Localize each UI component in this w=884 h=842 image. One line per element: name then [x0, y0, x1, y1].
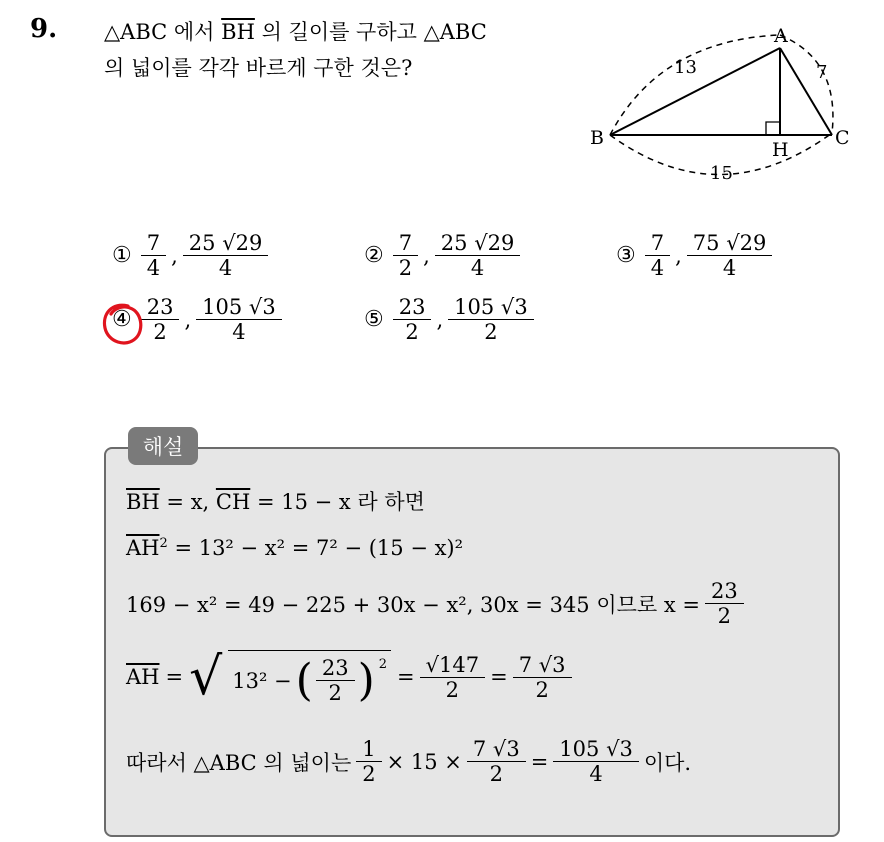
question-line-2: 의 넓이를 각각 바르게 구한 것은? — [104, 56, 413, 80]
solution-line-2: $\overline{AH}^2 = 13^2 - x^2 = 7^2 - (15 - x)^2$ — [126, 536, 464, 560]
answer-circle-mark — [100, 300, 146, 350]
question-text-a: △ABC 에서 — [104, 20, 222, 44]
label-15: 15 — [710, 163, 733, 184]
choice-number: ④ — [112, 307, 132, 333]
solution-line-5: 따라서 △ABC 의 넓이는 $\frac{1}{2}$ × 15 × $\frac{7 √3}{2}$ = $\frac{105 √3}{4}$ 이다. — [126, 737, 692, 787]
question-number: 9. — [30, 14, 58, 44]
solution-tag: 해설 — [128, 427, 198, 465]
right-angle-mark — [766, 122, 780, 135]
choice-number: ① — [112, 243, 132, 269]
choice-4[interactable]: ④ $\frac{23}{2}$ , $\frac{105 √3}{4}$ — [112, 296, 281, 343]
question-line-1 — [104, 16, 487, 46]
choice-number: ③ — [616, 243, 636, 269]
choice-bh-fraction: $\frac{23}{2}$ — [396, 296, 429, 343]
arc-ac — [780, 35, 833, 133]
choice-2[interactable]: ② $\frac{7}{2}$ , $\frac{25 √29}{4}$ — [364, 232, 519, 279]
choice-5[interactable]: ⑤ $\frac{23}{2}$ , $\frac{105 √3}{2}$ — [364, 296, 533, 343]
choice-1[interactable]: ① $\frac{7}{4}$ , $\frac{25 √29}{4}$ — [112, 232, 267, 279]
label-13: 13 — [674, 57, 697, 78]
solution-line-1: $\overline{BH} = x$, $\overline{CH} = 15 - x$ 라 하면 — [126, 490, 425, 514]
choice-bh-fraction: $\frac{7}{2}$ — [396, 232, 415, 279]
choice-3[interactable]: ③ $\frac{7}{4}$ , $\frac{75 √29}{4}$ — [616, 232, 771, 279]
segment-bh: $\overline{BH}$ — [221, 20, 255, 44]
solution-line-3: 169 − x² = 49 − 225 + 30x − x², 30x = 345 이므로 x = $\frac{23}{2}$ — [126, 580, 743, 627]
choice-number: ② — [364, 243, 384, 269]
label-h: H — [772, 139, 789, 161]
choice-bh-fraction: $\frac{23}{2}$ — [144, 296, 177, 343]
choice-area-fraction: $\frac{25 √29}{4}$ — [438, 232, 518, 279]
choice-bh-fraction: $\frac{7}{4}$ — [648, 232, 667, 279]
choice-bh-fraction: $\frac{7}{4}$ — [144, 232, 163, 279]
label-b: B — [590, 127, 604, 149]
choice-area-fraction: $\frac{105 √3}{4}$ — [199, 296, 279, 343]
label-c: C — [835, 127, 850, 149]
label-7: 7 — [816, 62, 828, 83]
label-a: A — [774, 25, 788, 47]
solution-line-4: $\overline{AH}$ = √ 13² − ( $\frac{23}{2}$ ) $^2$ = $\frac{√147}{2}$ = $\frac{7 √3}{2}$ — [126, 650, 571, 704]
choice-number: ⑤ — [364, 307, 384, 333]
question-text-b: 의 길이를 구하고 △ABC — [254, 20, 487, 44]
triangle-figure — [580, 20, 860, 185]
choice-area-fraction: $\frac{25 √29}{4}$ — [186, 232, 266, 279]
arc-ab — [610, 35, 780, 135]
choice-area-fraction: $\frac{75 √29}{4}$ — [690, 232, 770, 279]
choice-area-fraction: $\frac{105 √3}{2}$ — [451, 296, 531, 343]
